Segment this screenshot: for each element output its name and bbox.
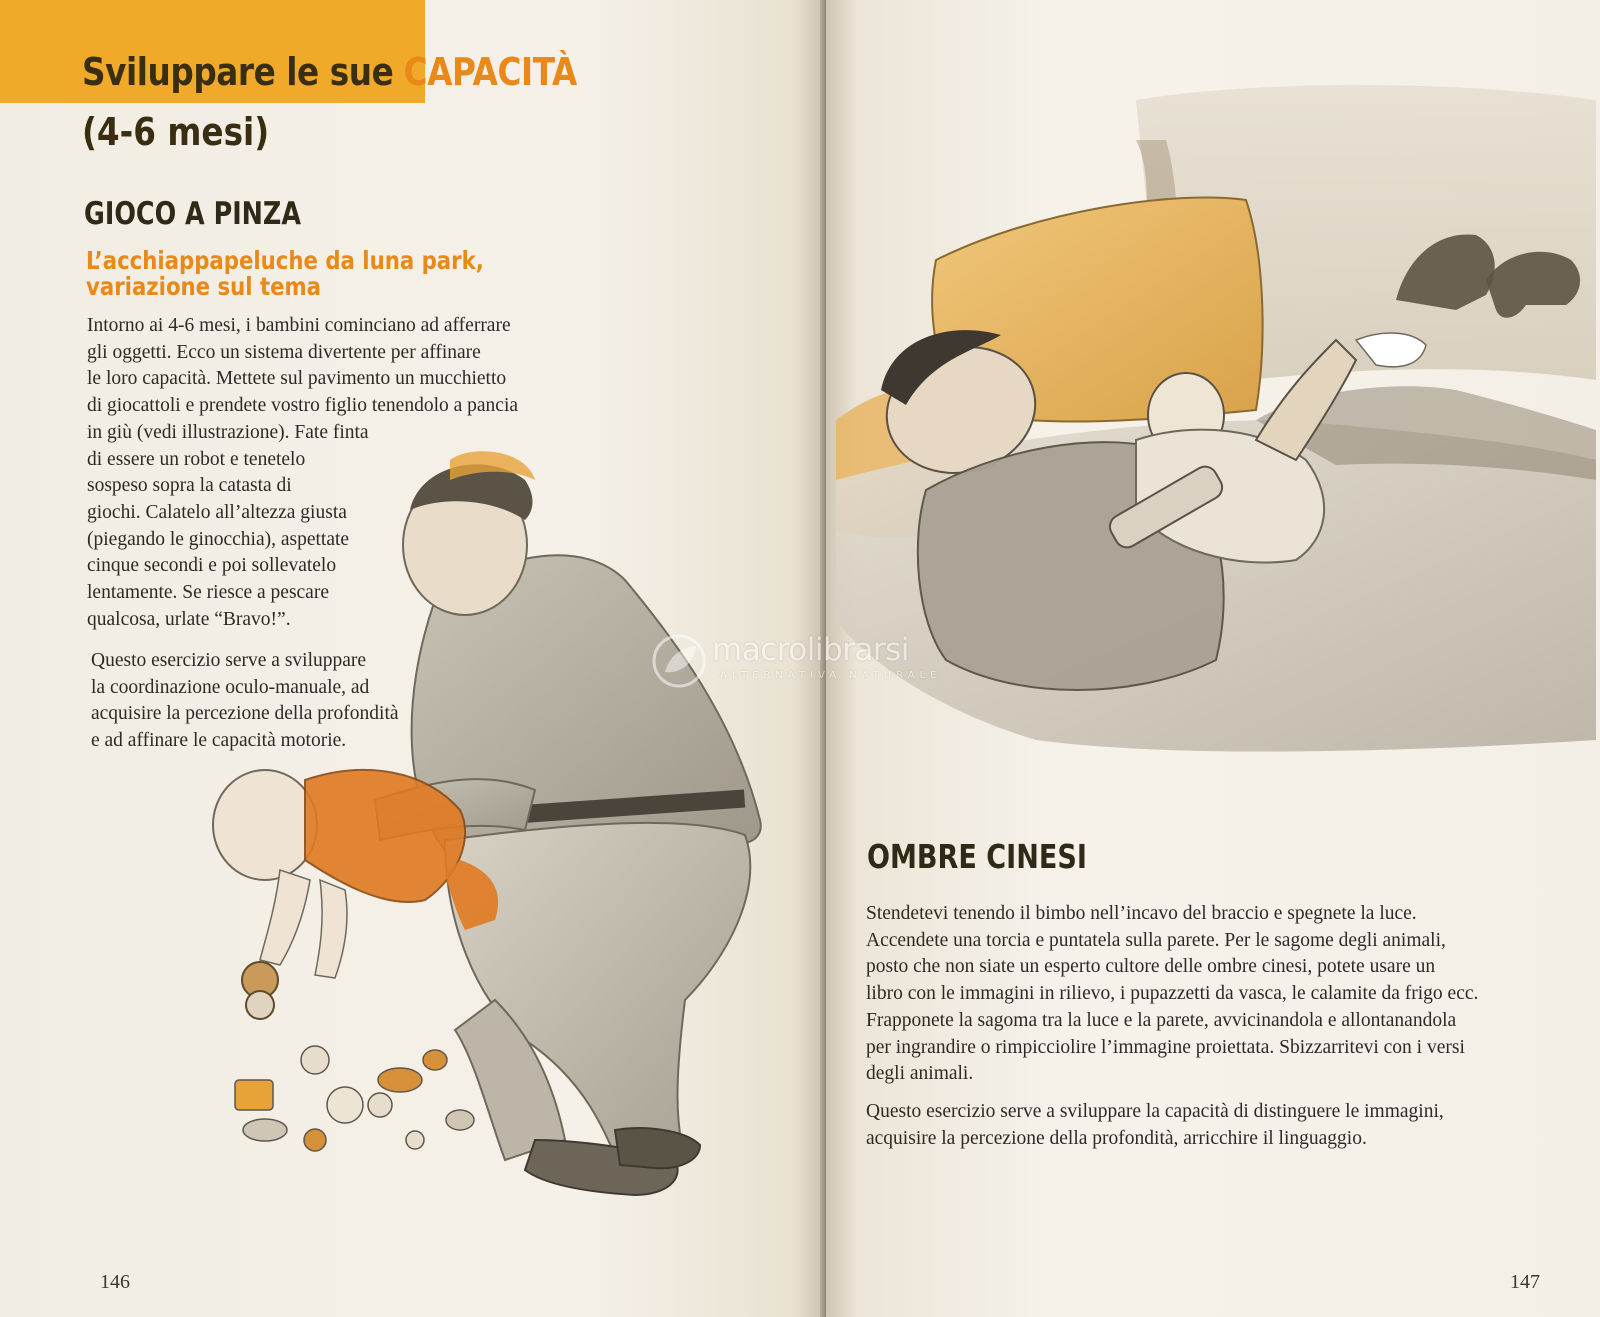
- body-line: libro con le immagini in rilievo, i pupazzetti da vasca, le calamite da frigo ecc.: [866, 983, 1479, 1005]
- body-line: per ingrandire o rimpicciolire l’immagine proiettata. Sbizzarritevi con i versi: [866, 1036, 1465, 1058]
- body-line: cinque secondi e poi sollevatelo: [87, 555, 337, 577]
- body-line: lentamente. Se riesce a pescare: [87, 582, 329, 604]
- section2-body: [866, 901, 1478, 1088]
- chapter-title-prefix: Sviluppare le sue: [82, 50, 394, 94]
- macrolibrarsi-watermark: [650, 632, 980, 692]
- benefit-line: acquisire la percezione della profondità, arricchire il linguaggio.: [866, 1127, 1367, 1149]
- body-line: di giocattoli e prendete vostro figlio tenendolo a pancia: [87, 395, 519, 417]
- benefit-line: Questo esercizio serve a sviluppare la capacità di distinguere le immagini,: [866, 1101, 1444, 1122]
- chapter-title-age: (4-6 mesi): [82, 110, 270, 154]
- page-number: 147: [1510, 1271, 1540, 1293]
- benefit-line: Questo esercizio serve a sviluppare: [91, 650, 367, 671]
- body-line: di essere un robot e tenetelo: [87, 448, 306, 470]
- body-line: Intorno ai 4-6 mesi, i bambini cominciano ad afferrare: [87, 315, 511, 336]
- benefit-line: la coordinazione oculo-manuale, ad: [91, 676, 370, 698]
- section2-benefit: [866, 1099, 1444, 1152]
- section1-benefit: [91, 648, 399, 755]
- body-line: le loro capacità. Mettete sul pavimento un mucchietto: [87, 368, 507, 390]
- body-line: gli oggetti. Ecco un sistema divertente per affinare: [87, 341, 481, 363]
- body-line: giochi. Calatelo all’altezza giusta: [87, 501, 347, 523]
- page-number: 146: [100, 1271, 130, 1293]
- body-line: Accendete una torcia e puntatela sulla parete. Per le sagome degli animali,: [866, 929, 1446, 951]
- chapter-title: [82, 50, 577, 94]
- subheading-line: L’acchiappapeluche da luna park,: [86, 246, 484, 275]
- chapter-title-accent: CAPACITÀ: [403, 50, 577, 94]
- watermark-tagline: ALTERNATIVA NATURALE: [720, 670, 942, 681]
- leaf-logo-icon: [650, 632, 708, 690]
- body-line: degli animali.: [866, 1063, 974, 1085]
- body-line: qualcosa, urlate “Bravo!”.: [87, 608, 291, 630]
- body-line: Stendetevi tenendo il bimbo nell’incavo del braccio e spegnete la luce.: [866, 903, 1417, 924]
- section1-body: [87, 313, 518, 633]
- section-heading-gioco-a-pinza: GIOCO A PINZA: [84, 196, 302, 232]
- benefit-line: acquisire la percezione della profondità: [91, 703, 399, 725]
- watermark-brand: macrolibrarsi: [712, 632, 909, 668]
- body-line: Frapponete la sagoma tra la luce e la parete, avvicinandola e allontanandola: [866, 1009, 1457, 1031]
- benefit-line: e ad affinare le capacità motorie.: [91, 730, 347, 752]
- body-line: in giù (vedi illustrazione). Fate finta: [87, 421, 369, 443]
- body-line: sospeso sopra la catasta di: [87, 475, 292, 497]
- section-heading-ombre-cinesi: OMBRE CINESI: [867, 837, 1087, 876]
- section-subheading: [86, 248, 484, 300]
- subheading-line: variazione sul tema: [86, 272, 321, 301]
- body-line: (piegando le ginocchia), aspettate: [87, 528, 350, 550]
- body-line: posto che non siate un esperto cultore delle ombre cinesi, potete usare un: [866, 956, 1436, 978]
